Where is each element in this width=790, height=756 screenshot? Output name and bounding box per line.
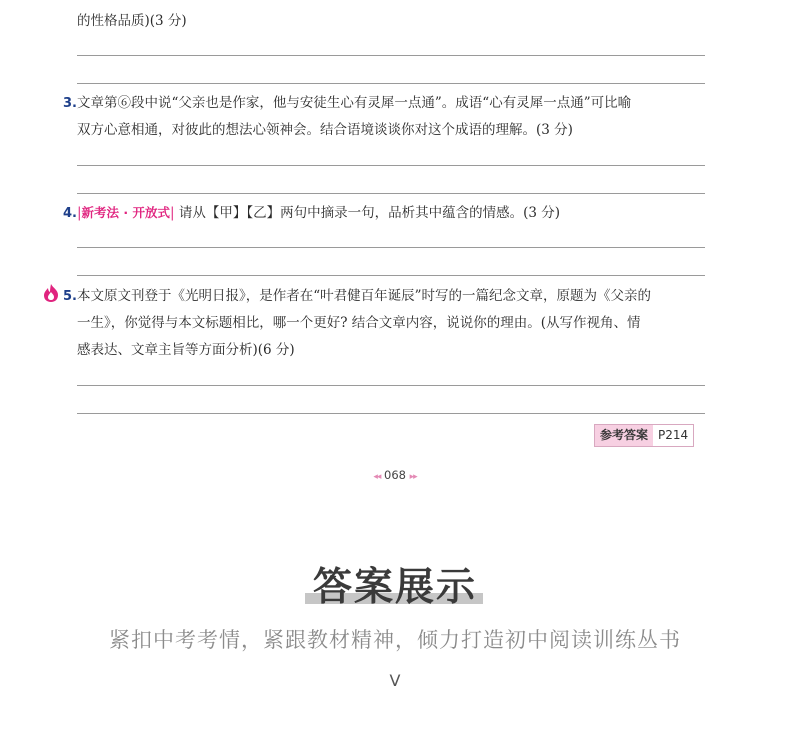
q3-number: 3. — [63, 96, 77, 111]
q5-number: 5. — [63, 289, 77, 304]
q3-text-1: 文章第⑥段中说“父亲也是作家，他与安徒生心有灵犀一点通”。成语“心有灵犀一点通”可比喻 — [76, 95, 632, 111]
chevron-down-icon: V — [389, 671, 401, 690]
flame-icon — [42, 283, 60, 303]
arrow-right-icon: ▸▸ — [409, 472, 417, 482]
q2-text-tail: 的性格品质)(3 分) — [77, 13, 187, 29]
q4-number: 4. — [63, 206, 77, 221]
q4-tag: 新考法 · 开放式 — [81, 205, 170, 220]
answer-line — [77, 413, 705, 414]
q3-line-1 — [63, 90, 723, 117]
q4-text: 请从【甲】【乙】两句中摘录一句，品析其中蕴含的情感。(3 分) — [178, 205, 561, 221]
q5-line-1 — [63, 283, 723, 310]
q5-text-1: 本文原文刊登于《光明日报》，是作者在“叶君健百年诞辰”时写的一篇纪念文章，原题为《父亲的 — [76, 288, 652, 304]
q4-line: 4.|新考法 · 开放式| 请从【甲】【乙】两句中摘录一句，品析其中蕴含的情感。(3 分) — [63, 205, 561, 221]
q5-text-3: 感表达、文章主旨等方面分析)(6 分) — [77, 342, 295, 358]
section-title: 答案展示 — [312, 565, 477, 610]
arrow-left-icon: ◂◂ — [373, 472, 381, 482]
page-number — [0, 468, 790, 482]
answer-line — [77, 193, 705, 194]
answer-line — [77, 275, 705, 276]
answer-line — [77, 247, 705, 248]
reference-answer-page: P214 — [653, 425, 693, 446]
answer-line — [77, 83, 705, 84]
section-title-wrap — [0, 556, 790, 612]
page-number-text: 068 — [384, 468, 406, 482]
answer-line — [77, 165, 705, 166]
reference-answer-label: 参考答案 — [595, 425, 653, 446]
answer-line — [77, 385, 705, 386]
q3-text-2: 双方心意相通，对彼此的想法心领神会。结合语境谈谈你对这个成语的理解。(3 分) — [77, 122, 573, 138]
reference-answer-badge — [594, 424, 694, 447]
q5-text-2: 一生》，你觉得与本文标题相比，哪一个更好? 结合文章内容，说说你的理由。(从写作视角、情 — [77, 315, 641, 331]
section-subtitle: 紧扣中考考情，紧跟教材精神，倾力打造初中阅读训练丛书 — [109, 628, 681, 652]
answer-line — [77, 55, 705, 56]
